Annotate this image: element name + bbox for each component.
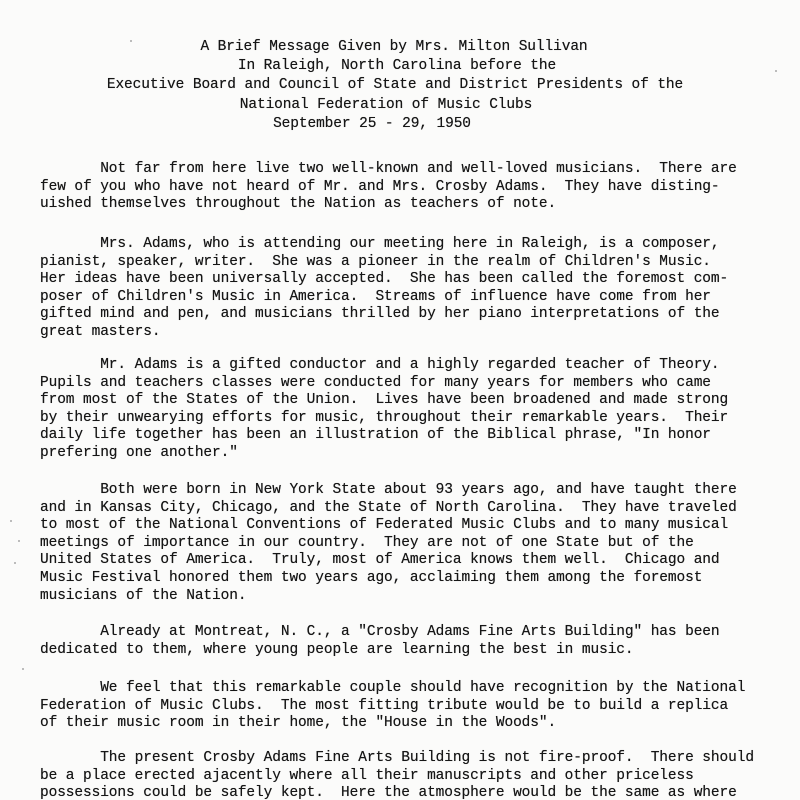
text-line: Music Festival honored them two years ago, acclaiming them among the foremost bbox=[40, 569, 703, 586]
paper-speck bbox=[130, 40, 132, 42]
text-line: dedicated to them, where young people are learning the best in music. bbox=[40, 641, 634, 658]
document-heading bbox=[0, 38, 800, 134]
text-line: Mrs. Adams, who is attending our meeting here in Raleigh, is a composer, bbox=[40, 236, 720, 252]
text-line: The present Crosby Adams Fine Arts Building is not fire-proof. There should bbox=[40, 750, 754, 766]
paragraph bbox=[40, 750, 760, 800]
text-line: be a place erected ajacently where all their manuscripts and other priceless bbox=[40, 767, 694, 784]
text-line: We feel that this remarkable couple should have recognition by the National bbox=[40, 680, 746, 696]
text-line: meetings of importance in our country. They are not of one State but of the bbox=[40, 534, 694, 551]
paper-speck bbox=[775, 70, 777, 72]
text-line: pianist, speaker, writer. She was a pioneer in the realm of Children's Music. bbox=[40, 253, 711, 270]
heading-line: A Brief Message Given by Mrs. Milton Sullivan bbox=[200, 39, 588, 55]
text-line: Both were born in New York State about 93 years ago, and have taught there bbox=[40, 482, 737, 498]
paragraph bbox=[40, 482, 760, 605]
paragraph bbox=[40, 680, 760, 733]
paper-speck bbox=[14, 562, 16, 564]
paper-speck bbox=[22, 668, 24, 670]
text-line: daily life together has been an illustration of the Biblical phrase, "In honor bbox=[40, 427, 711, 444]
text-line: to most of the National Conventions of Federated Music Clubs and to many musical bbox=[40, 517, 729, 534]
heading-line: Executive Board and Council of State and District Presidents of the bbox=[106, 77, 684, 94]
text-line: uished themselves throughout the Nation as teachers of note. bbox=[40, 196, 557, 213]
paragraph bbox=[40, 161, 760, 214]
paragraph bbox=[40, 357, 760, 463]
text-line: Federation of Music Clubs. The most fitting tribute would be to build a replica bbox=[40, 697, 729, 714]
heading-line: In Raleigh, North Carolina before the bbox=[237, 58, 557, 75]
paper-speck bbox=[10, 520, 12, 522]
text-line: Her ideas have been universally accepted. She has been called the foremost com- bbox=[40, 271, 729, 288]
text-line: United States of America. Truly, most of America knows them well. Chicago and bbox=[40, 552, 720, 569]
text-line: from most of the States of the Union. Lives have been broadened and made strong bbox=[40, 392, 729, 409]
text-line: prefering one another." bbox=[40, 444, 238, 461]
text-line: Pupils and teachers classes were conducted for many years for members who came bbox=[40, 374, 711, 391]
paper-speck bbox=[18, 540, 20, 542]
text-line: great masters. bbox=[40, 323, 161, 340]
text-line: Not far from here live two well-known and well-loved musicians. There are bbox=[40, 161, 737, 177]
text-line: musicians of the Nation. bbox=[40, 587, 247, 604]
heading-line: National Federation of Music Clubs bbox=[239, 96, 533, 113]
text-line: Already at Montreat, N. C., a "Crosby Adams Fine Arts Building" has been bbox=[40, 624, 720, 640]
heading-line: September 25 - 29, 1950 bbox=[273, 115, 471, 132]
text-line: poser of Children's Music in America. Streams of influence have come from her bbox=[40, 288, 711, 305]
text-line: Mr. Adams is a gifted conductor and a highly regarded teacher of Theory. bbox=[40, 357, 720, 373]
text-line: gifted mind and pen, and musicians thrilled by her piano interpretations of the bbox=[40, 306, 720, 323]
paragraph bbox=[40, 236, 760, 342]
text-line: of their music room in their home, the "House in the Woods". bbox=[40, 715, 557, 732]
text-line: few of you who have not heard of Mr. and Mrs. Crosby Adams. They have disting- bbox=[40, 178, 720, 195]
paragraph bbox=[40, 624, 760, 659]
text-line: possessions could be safely kept. Here the atmosphere would be the same as where bbox=[40, 785, 737, 800]
text-line: by their unwearying efforts for music, throughout their remarkable years. Their bbox=[40, 409, 729, 426]
text-line: and in Kansas City, Chicago, and the State of North Carolina. They have traveled bbox=[40, 499, 737, 516]
